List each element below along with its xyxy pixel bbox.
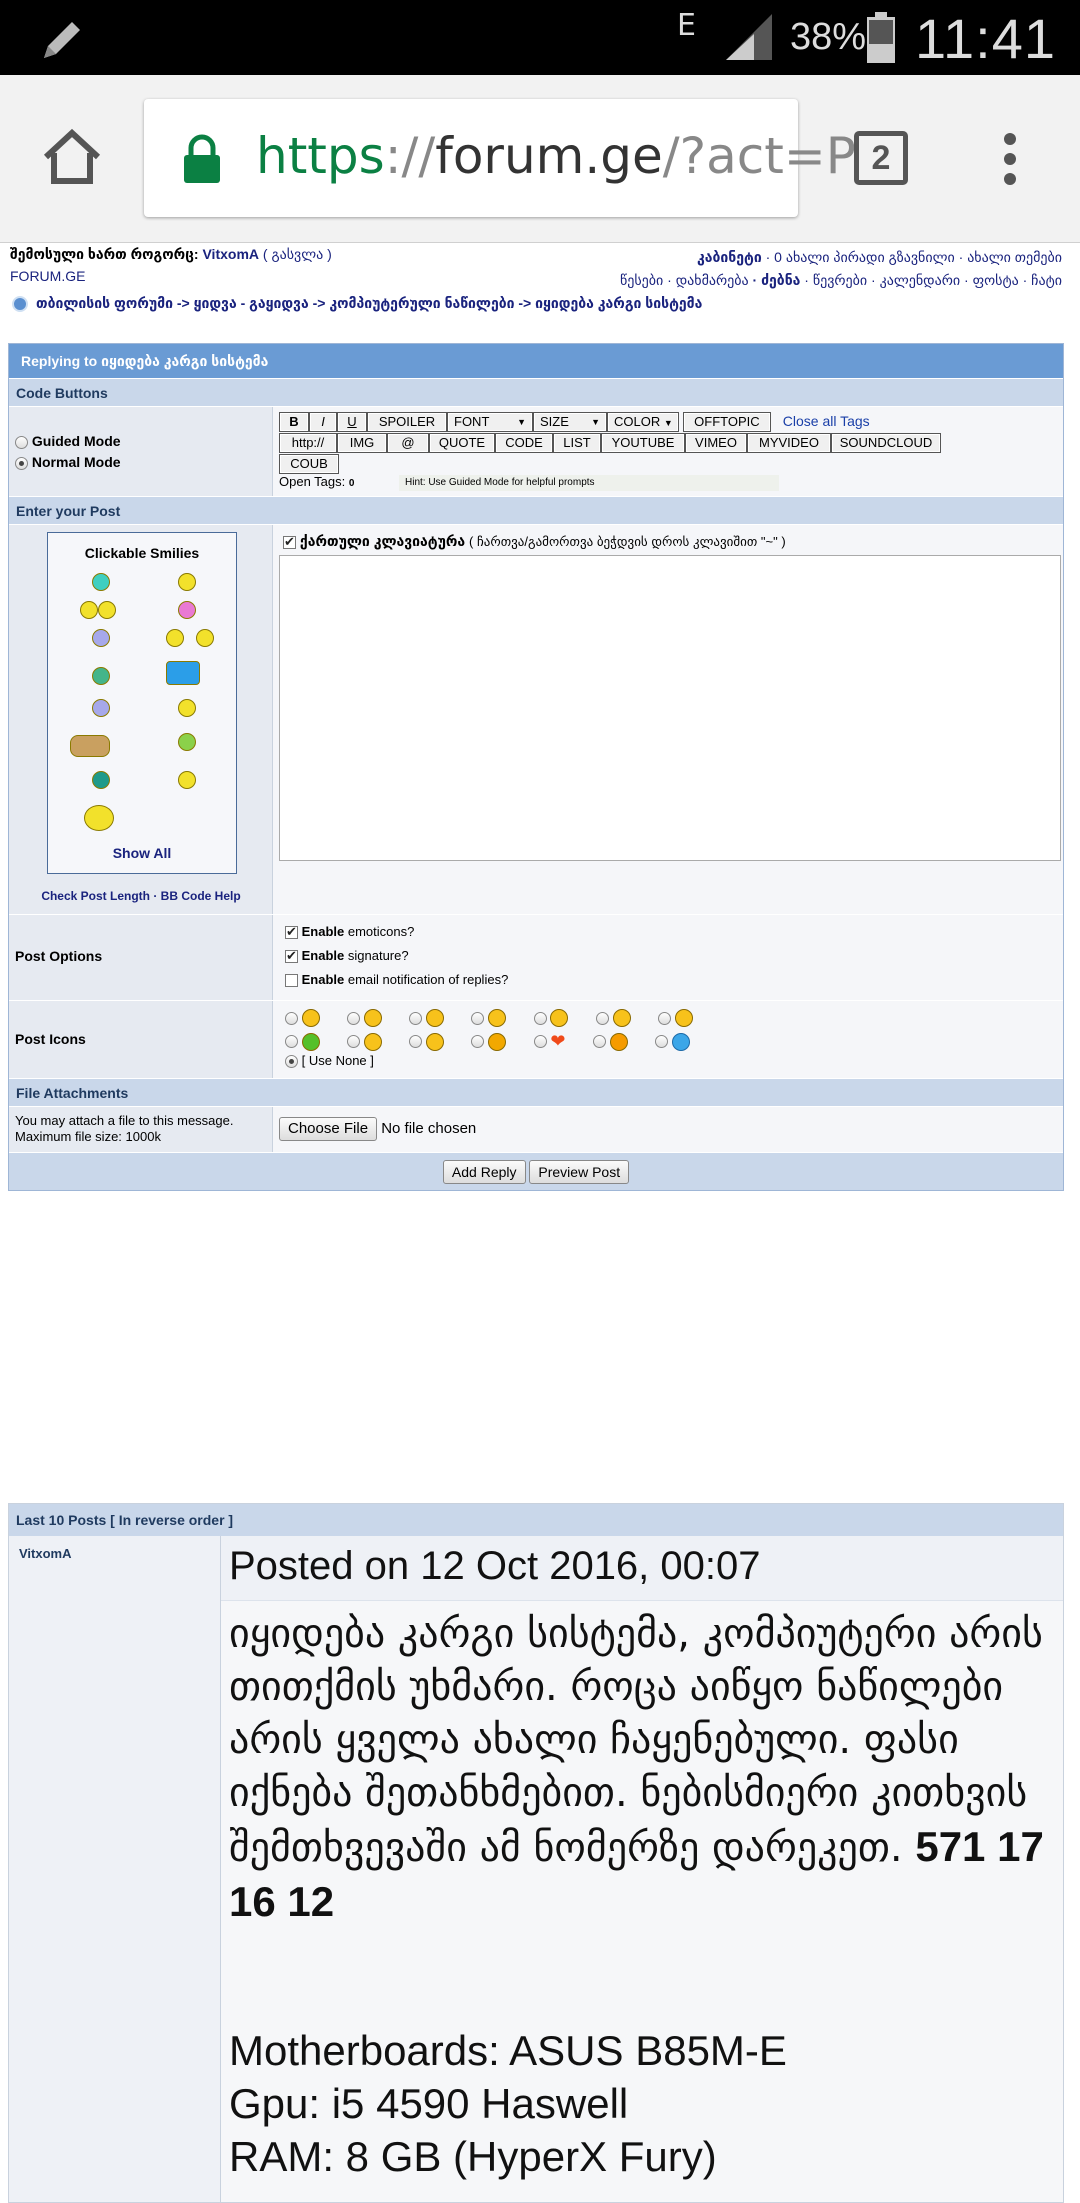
top-links-row1	[620, 246, 1062, 269]
normal-mode-radio[interactable]	[15, 457, 28, 470]
code-buttons-row	[9, 406, 1063, 496]
last-posts	[8, 1503, 1064, 2203]
option-signature[interactable]	[285, 948, 409, 963]
no-file-label: No file chosen	[381, 1120, 477, 1137]
icon-angry[interactable]	[675, 1009, 693, 1027]
post-icon-8-radio[interactable]	[285, 1035, 298, 1048]
post-icons-row	[9, 1000, 1063, 1078]
last-posts-header: Last 10 Posts [ In reverse order ]	[9, 1504, 1063, 1536]
status-bar	[0, 0, 1080, 75]
font-select-label: FONT	[454, 414, 490, 429]
smiley-confused-icon[interactable]	[92, 629, 110, 647]
keyboard-toggle	[283, 533, 786, 550]
smiley-love-icon[interactable]	[178, 601, 196, 619]
icon-wink[interactable]	[364, 1009, 382, 1027]
option-emoticons[interactable]	[285, 924, 414, 939]
spec-gpu: Gpu: i5 4590 Haswell	[229, 2080, 629, 2127]
heart-icon[interactable]: ❤	[550, 1031, 566, 1051]
add-reply-button[interactable]: Add Reply	[443, 1160, 526, 1184]
guided-mode-option[interactable]	[15, 433, 121, 449]
tag-buttons	[273, 407, 1063, 496]
overflow-menu-icon[interactable]	[1000, 131, 1020, 187]
new-topics-link[interactable]: · ახალი თემები	[958, 249, 1062, 265]
tag-row-2	[279, 433, 941, 453]
size-select[interactable]	[533, 412, 607, 432]
icon-laugh[interactable]	[613, 1009, 631, 1027]
smilies-column	[9, 525, 273, 914]
post-help-links	[9, 889, 273, 903]
url-separator: ://	[384, 127, 436, 185]
normal-mode-label: Normal Mode	[31, 454, 121, 470]
arrow-icon[interactable]	[488, 1033, 506, 1051]
form-title: Replying to იყიდება კარგი სისტემა	[9, 344, 1063, 378]
signature-enable-label: Enable	[301, 948, 345, 963]
help-link[interactable]: · დახმარება	[667, 272, 749, 288]
question-icon[interactable]	[672, 1033, 690, 1051]
code-tag-button[interactable]: CODE	[495, 433, 553, 453]
option-email[interactable]	[285, 972, 508, 987]
post-entry-row	[9, 524, 1063, 914]
url-tag-button[interactable]: http://	[279, 433, 337, 453]
georgian-keyboard-checkbox[interactable]	[283, 536, 296, 549]
address-bar[interactable]	[144, 99, 856, 217]
close-all-tags-link[interactable]: Close all Tags	[782, 413, 870, 429]
new-messages-link[interactable]: · 0 ახალი პირადი გზავნილი	[765, 249, 955, 265]
signature-checkbox[interactable]	[285, 950, 298, 963]
author-column	[9, 1536, 221, 2202]
post-body-text: იყიდება კარგი სისტემა, კომპიუტერი არის თითქმის უხმარი. როცა აიწყო ნაწილები არის ყველა ახალი ჩაყენებული. ფასი იქნება შეთანხმებით. ნებისმიერი კითხვის შემთხვევაში ამ ნომერზე დარეკეთ.	[229, 1611, 1043, 1871]
email-enable-label: Enable	[301, 972, 345, 987]
georgian-keyboard-hint: ( ჩართვა/გამორთვა ბეჭდვის დროს კლავიშით "~" )	[469, 534, 786, 549]
quote-tag-button[interactable]: QUOTE	[429, 433, 495, 453]
smiley-clap-icon[interactable]	[178, 771, 196, 789]
editor-column	[273, 525, 1063, 914]
browser-toolbar	[0, 75, 1080, 243]
color-select-label: COLOR	[614, 414, 661, 429]
file-note-cell	[9, 1107, 273, 1152]
font-select[interactable]	[447, 412, 533, 432]
post-options-row	[9, 914, 1063, 1000]
post-icons-label: Post Icons	[15, 1031, 86, 1047]
smiley-pair-2-icon[interactable]	[98, 601, 116, 619]
calendar-link[interactable]: · კალენდარი	[871, 272, 961, 288]
file-attachments-header: File Attachments	[9, 1078, 1063, 1106]
file-note-line-2: Maximum file size: 1000k	[15, 1129, 161, 1144]
smiley-cool-icon[interactable]	[92, 573, 110, 591]
guided-mode-radio[interactable]	[15, 436, 28, 449]
post-icons	[273, 1001, 1063, 1078]
post-textarea[interactable]	[279, 555, 1061, 861]
spec-motherboard: Motherboards: ASUS B85M-E	[229, 2027, 787, 2074]
post-body	[229, 1608, 1049, 1930]
post-icon-6-radio[interactable]	[596, 1012, 609, 1025]
post-icon-10-radio[interactable]	[409, 1035, 422, 1048]
post-specs	[229, 2024, 787, 2183]
img-tag-button[interactable]: IMG	[337, 433, 387, 453]
mail-link[interactable]: · ფოსტა	[964, 272, 1019, 288]
mode-selector	[9, 407, 273, 496]
signal-icon	[724, 12, 774, 62]
smilies-title: Clickable Smilies	[84, 545, 200, 561]
font-dropdown-icon: ▼	[517, 417, 526, 427]
breadcrumb	[12, 295, 702, 312]
soundcloud-tag-button[interactable]: SOUNDCLOUD	[831, 433, 941, 453]
size-select-label: SIZE	[540, 414, 569, 429]
smiley-happy-icon[interactable]	[178, 573, 196, 591]
icon-sad[interactable]	[426, 1009, 444, 1027]
icon-dizzy[interactable]	[364, 1033, 382, 1051]
use-none-label: [ Use None ]	[301, 1053, 374, 1068]
post-icon-9-radio[interactable]	[347, 1035, 360, 1048]
file-input[interactable]	[279, 1117, 476, 1141]
user-bar	[10, 246, 332, 263]
smiley-blink-icon[interactable]	[92, 771, 110, 789]
icon-smile[interactable]	[302, 1009, 320, 1027]
youtube-tag-button[interactable]: YOUTUBE	[601, 433, 685, 453]
smilies-panel	[47, 532, 237, 874]
rules-link[interactable]: წესები	[620, 272, 664, 288]
preview-post-button[interactable]: Preview Post	[529, 1160, 629, 1184]
smiley-helmet-icon[interactable]	[178, 733, 196, 751]
url-path: /?act=P	[662, 127, 856, 185]
post-icon-14-radio[interactable]	[655, 1035, 668, 1048]
site-link[interactable]: FORUM.GE	[10, 268, 86, 284]
breadcrumb-bullet-icon	[12, 296, 28, 312]
tag-row-1	[279, 412, 870, 432]
post-options-label-cell	[9, 915, 273, 1000]
check-post-length-link[interactable]: Check Post Length	[41, 889, 150, 903]
open-tags	[279, 474, 354, 489]
smiley-pair-icon[interactable]	[80, 601, 98, 619]
coub-tag-button[interactable]: COUB	[279, 454, 339, 474]
post-options	[273, 915, 1063, 1000]
myvideo-tag-button[interactable]: MYVIDEO	[747, 433, 831, 453]
italic-button[interactable]: I	[309, 412, 337, 432]
code-buttons-header: Code Buttons	[9, 378, 1063, 406]
smiley-fight-2-icon[interactable]	[196, 629, 214, 647]
lock-icon	[182, 135, 222, 183]
username-link[interactable]: VitxomA	[202, 246, 260, 262]
post-icon-4-radio[interactable]	[471, 1012, 484, 1025]
show-all-smilies-link[interactable]: Show All	[112, 845, 172, 861]
post-author[interactable]: VitxomA	[19, 1546, 72, 1561]
post-options-label: Post Options	[15, 948, 103, 964]
post-icon-1-radio[interactable]	[285, 1012, 298, 1025]
choose-file-button[interactable]: Choose File	[279, 1117, 377, 1141]
tab-switcher-button[interactable]: 2	[854, 131, 908, 185]
icon-surprised[interactable]	[550, 1009, 568, 1027]
tag-row-3	[279, 454, 339, 474]
url-host: forum.ge	[435, 127, 663, 185]
file-input-cell	[273, 1107, 1063, 1152]
emoticons-label: emoticons?	[347, 924, 415, 939]
bold-button[interactable]: B	[279, 412, 309, 432]
network-type: E	[677, 8, 696, 43]
offtopic-button[interactable]: OFFTOPIC	[683, 412, 771, 432]
battery-icon	[865, 12, 897, 64]
use-none-radio[interactable]	[285, 1055, 298, 1068]
smiley-wizard-icon[interactable]	[84, 805, 114, 831]
georgian-keyboard-label: ქართული კლავიატურა	[299, 533, 466, 549]
use-none-option[interactable]	[285, 1053, 374, 1068]
icon-sunglasses[interactable]	[426, 1033, 444, 1051]
smiley-fight-icon[interactable]	[166, 629, 184, 647]
smiley-teeth-icon[interactable]	[92, 667, 110, 685]
top-links-row2	[620, 269, 1062, 292]
post-icon-12-radio[interactable]	[534, 1035, 547, 1048]
hint-text: Hint: Use Guided Mode for helpful prompts	[399, 475, 779, 491]
enter-post-header: Enter your Post	[9, 496, 1063, 524]
post-date: Posted on 12 Oct 2016, 00:07	[229, 1544, 761, 1588]
logout-link[interactable]: ( გასვლა )	[262, 246, 332, 262]
post-icon-5-radio[interactable]	[534, 1012, 547, 1025]
email-notify-label: email notification of replies?	[347, 972, 509, 987]
top-links	[620, 246, 1062, 292]
file-note-line-1: You may attach a file to this message.	[15, 1113, 234, 1128]
underline-button[interactable]: U	[337, 412, 367, 432]
email-notify-checkbox[interactable]	[285, 974, 298, 987]
breadcrumb-text[interactable]: თბილისის ფორუმი -> ყიდვა - გაყიდვა -> კომპიუტერული ნაწილები -> იყიდება კარგი სისტემა	[36, 295, 703, 311]
battery-percent: 38%	[790, 16, 867, 58]
url-text	[256, 127, 856, 185]
file-note	[15, 1113, 233, 1145]
post-phone: 571 17 16 12	[229, 1823, 1044, 1925]
chat-link[interactable]: · ჩატი	[1022, 272, 1062, 288]
post-icon-13-radio[interactable]	[593, 1035, 606, 1048]
post-divider	[221, 1600, 1063, 1601]
open-tags-label: Open Tags:	[279, 474, 346, 489]
post-icon-2-radio[interactable]	[347, 1012, 360, 1025]
mention-tag-button[interactable]: @	[387, 433, 429, 453]
file-attach-row	[9, 1106, 1063, 1152]
post-icon-3-radio[interactable]	[409, 1012, 422, 1025]
color-dropdown-icon: ▼	[663, 418, 673, 428]
members-link[interactable]: · წევრები	[804, 272, 868, 288]
guided-mode-label: Guided Mode	[31, 433, 121, 449]
vimeo-tag-button[interactable]: VIMEO	[685, 433, 747, 453]
normal-mode-option[interactable]	[15, 454, 121, 470]
post-icon-7-radio[interactable]	[658, 1012, 671, 1025]
smiley-glasses-icon[interactable]	[92, 699, 110, 717]
post-icon-11-radio[interactable]	[471, 1035, 484, 1048]
emoticons-checkbox[interactable]	[285, 926, 298, 939]
signature-label: signature?	[347, 948, 409, 963]
bb-code-help-link[interactable]: · BB Code Help	[153, 889, 241, 903]
emoticons-enable-label: Enable	[301, 924, 345, 939]
smiley-swim-icon[interactable]	[166, 661, 200, 685]
clock: 11:41	[915, 7, 1056, 70]
size-dropdown-icon: ▼	[591, 417, 600, 427]
post-icons-row-2	[285, 1031, 690, 1052]
home-icon[interactable]	[40, 125, 104, 189]
color-select[interactable]	[607, 412, 679, 432]
search-link[interactable]: · ძებნა	[752, 272, 801, 288]
open-tags-count: 0	[348, 478, 355, 489]
smiley-viking-icon[interactable]	[70, 735, 110, 757]
cabinet-link[interactable]: კაბინეტი	[696, 249, 762, 265]
form-actions	[9, 1152, 1063, 1190]
pen-icon	[40, 16, 86, 62]
spec-ram: RAM: 8 GB (HyperX Fury)	[229, 2133, 717, 2180]
smiley-neutral-icon[interactable]	[178, 699, 196, 717]
url-scheme: https	[256, 127, 385, 185]
post-icons-label-cell	[9, 1001, 273, 1078]
warning-icon[interactable]	[610, 1033, 628, 1051]
list-tag-button[interactable]: LIST	[553, 433, 601, 453]
icon-sick[interactable]	[302, 1033, 320, 1051]
spoiler-button[interactable]: SPOILER	[367, 412, 447, 432]
icon-tongue[interactable]	[488, 1009, 506, 1027]
logged-in-label: შემოსული ხართ როგორც:	[10, 246, 199, 262]
reply-form	[8, 343, 1064, 1191]
post-icons-row-1	[285, 1009, 693, 1027]
